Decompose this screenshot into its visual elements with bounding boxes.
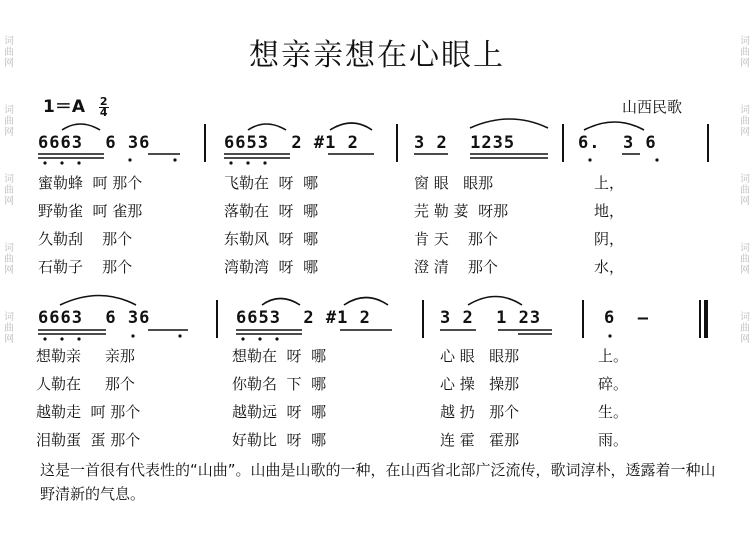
octave-dot	[263, 161, 266, 164]
octave-dot	[229, 161, 232, 164]
lyric-cell: 地，	[594, 202, 625, 220]
lyric-cell: 生。	[598, 403, 629, 421]
watermark-right: 词 曲 网 词 曲 网 词 曲 网 词 曲 网 词 曲 网	[740, 36, 750, 345]
slur	[584, 122, 644, 130]
lyric-cell: 越勒远 呀 哪	[232, 403, 327, 421]
song-origin: 山西民歌	[622, 98, 683, 116]
octave-dot	[608, 334, 611, 337]
octave-dot	[275, 337, 278, 340]
lyric-cell: 飞勒在 呀 哪	[224, 174, 319, 192]
slur	[344, 298, 388, 306]
octave-dot	[128, 158, 131, 161]
song-introduction: 这是一首很有代表性的“山曲”。山曲是山歌的一种，在山西省北部广泛流传，歌词淳朴，透露着一种山野清新的气息。	[40, 461, 716, 503]
measure-2-1: 6663 6 36	[38, 308, 151, 328]
lyric-cell: 想勒亲 亲那	[36, 347, 135, 365]
octave-dot	[77, 337, 80, 340]
measure-2-3: 3 2 1 23	[440, 308, 542, 328]
measure-2-4: 6 –	[604, 308, 649, 328]
slur	[62, 124, 100, 130]
slur	[470, 119, 548, 128]
octave-dot	[43, 161, 46, 164]
octave-dot	[60, 337, 63, 340]
lyric-cell: 泪勒蛋 蛋 那个	[36, 431, 141, 449]
time-signature: $\frac{2}{4}$	[99, 94, 108, 119]
slur	[248, 124, 286, 130]
slur	[262, 299, 300, 306]
lyric-cell: 碎。	[598, 375, 629, 393]
measure-1-2: 6653 2 #1 2	[224, 133, 359, 153]
lyric-cell: 湾勒湾 呀 哪	[224, 258, 319, 276]
lyric-cell: 水，	[594, 258, 625, 276]
lyric-cell: 好勒比 呀 哪	[232, 431, 327, 449]
watermark-left: 词 曲 网 词 曲 网 词 曲 网 词 曲 网 词 曲 网	[4, 36, 14, 345]
octave-dot	[77, 161, 80, 164]
slur	[330, 123, 372, 130]
octave-dot	[43, 337, 46, 340]
lyric-cell: 东勒风 呀 哪	[224, 230, 319, 248]
octave-dot	[131, 334, 134, 337]
lyric-cell: 人勒在 那个	[36, 375, 135, 393]
lyric-cell: 蜜勒蜂 呵 那个	[38, 174, 143, 192]
octave-dot	[178, 334, 181, 337]
lyric-cell: 越勒走 呵 那个	[36, 403, 141, 421]
lyric-cell: 澄 清 那个	[414, 258, 498, 276]
lyric-cell: 落勒在 呀 哪	[224, 202, 319, 220]
lyric-cell: 久勒刮 那个	[38, 230, 133, 248]
octave-dot	[258, 337, 261, 340]
slur	[468, 297, 522, 306]
song-title: 想亲亲想在心眼上	[249, 38, 505, 73]
measure-2-2: 6653 2 #1 2	[236, 308, 371, 328]
octave-dot	[173, 158, 176, 161]
lyric-cell: 窗 眼 眼那	[414, 174, 494, 192]
lyric-cell: 心 眼 眼那	[440, 347, 520, 365]
octave-dot	[60, 161, 63, 164]
octave-dot	[655, 158, 658, 161]
octave-dot	[588, 158, 591, 161]
lyric-cell: 雨。	[598, 431, 629, 449]
lyric-cell: 石勒子 那个	[38, 258, 133, 276]
lyric-cell: 你勒名 下 哪	[232, 375, 327, 393]
lyric-cell: 肯 天 那个	[414, 230, 498, 248]
lyric-cell: 想勒在 呀 哪	[232, 347, 327, 365]
lyric-cell: 阴，	[594, 230, 625, 248]
slur	[60, 296, 136, 306]
lyric-cell: 连 霍 霍那	[440, 431, 520, 449]
octave-dot	[246, 161, 249, 164]
lyric-cell: 上，	[594, 174, 625, 192]
measure-1-3: 3 2 1235	[414, 133, 516, 153]
lyric-cell: 越 扔 那个	[440, 403, 520, 421]
measure-1-1: 6663 6 36	[38, 133, 151, 153]
lyric-cell: 上。	[598, 347, 629, 365]
key-label: 1＝A	[43, 97, 85, 117]
lyric-cell: 心 操 操那	[440, 375, 520, 393]
octave-dot	[241, 337, 244, 340]
lyric-cell: 野勒雀 呵 雀那	[38, 202, 143, 220]
measure-1-4: 6. 3 6	[578, 133, 657, 153]
lyric-cell: 芫 勒 荽 呀那	[414, 202, 509, 220]
